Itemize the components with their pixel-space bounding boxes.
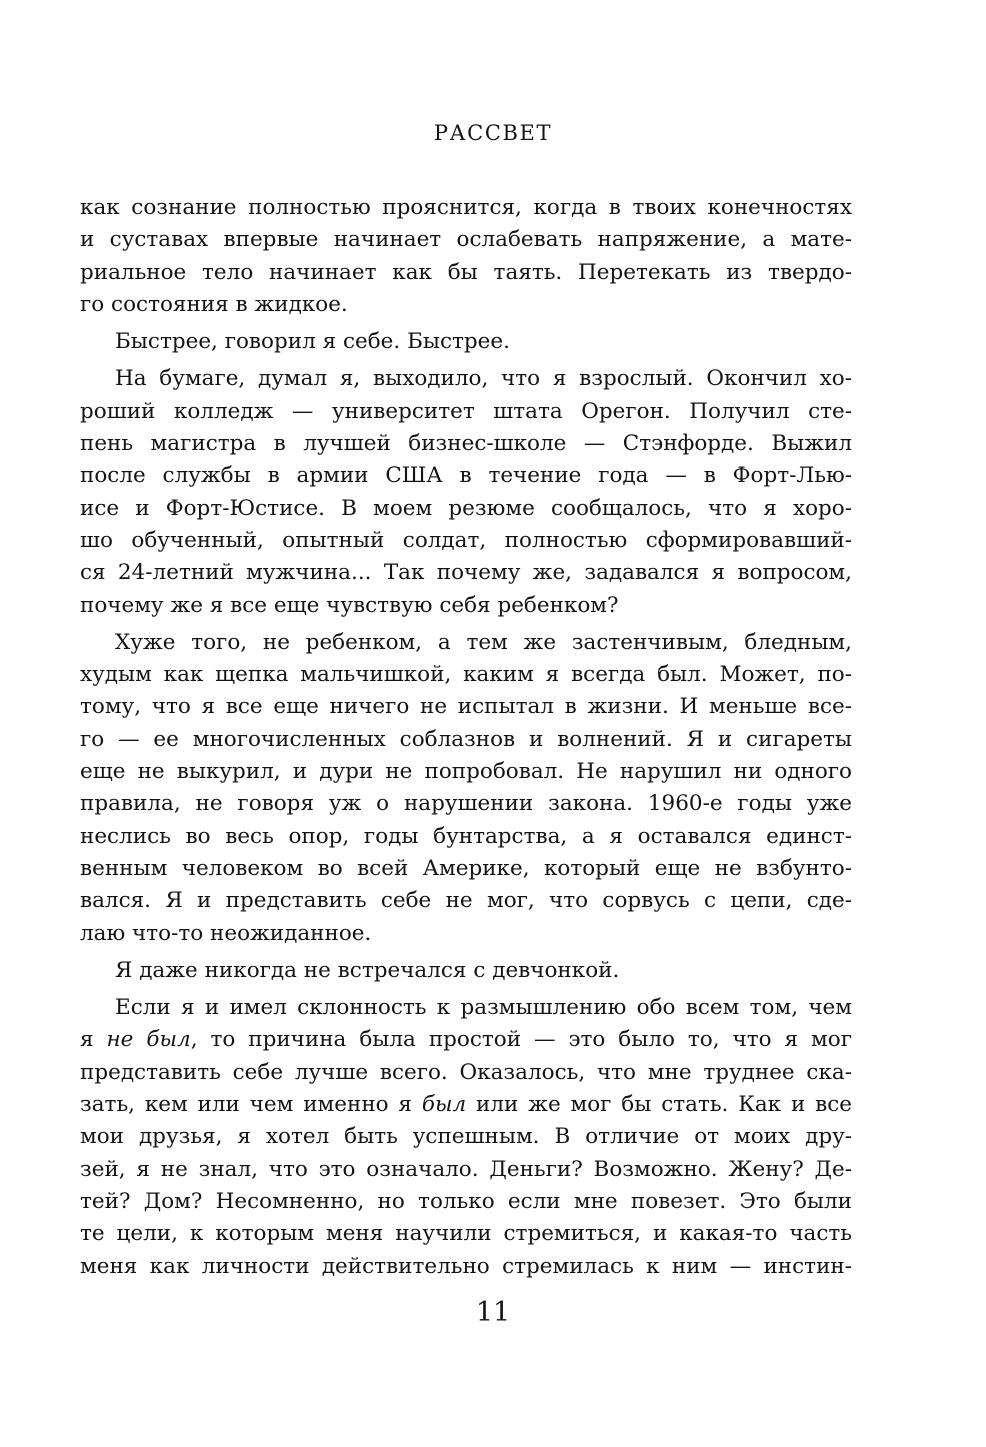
- text-line: мои друзья, я хотел быть успешным. В отличие от моих дру-: [80, 1124, 852, 1150]
- text-line: неслись во весь опор, годы бунтарства, а я оставался единст-: [80, 823, 852, 849]
- text-line: го — ее многочисленных соблазнов и волнений. Я и сигареты: [80, 726, 852, 752]
- text-line: и суставах впервые начинает ослабевать напряжение, а мате-: [80, 227, 852, 253]
- text-line: зать, кем или чем именно я был или же мог бы стать. Как и все: [80, 1092, 852, 1118]
- text-line: Если я и имел склонность к размышлению обо всем том, чем: [115, 995, 852, 1021]
- text-line: го состояния в жидкое.: [80, 291, 348, 317]
- text-line: тому, что я все еще ничего не испытал в жизни. И меньше все-: [80, 694, 852, 720]
- emphasis: был: [421, 1092, 467, 1118]
- text-line: зей, я не знал, что это означало. Деньги? Возможно. Жену? Де-: [80, 1156, 852, 1182]
- text-line: еще не выкурил, и дури не попробовал. Не нарушил ни одного: [80, 759, 852, 785]
- text-line: как сознание полностью прояснится, когда в твоих конечностях: [80, 195, 852, 220]
- text-line: после службы в армии США в течение года — в Форт-Лью-: [80, 463, 852, 489]
- text-line: пень магистра в лучшей бизнес-школе — Стэнфорде. Выжил: [80, 431, 852, 457]
- text-line: лаю что-то неожиданное.: [80, 920, 372, 946]
- text-line: правила, не говоря уж о нарушении закона. 1960-е годы уже: [80, 791, 852, 817]
- text-line: исе и Форт-Юстисе. В моем резюме сообщалось, что я хоро-: [80, 495, 852, 521]
- text-line: роший колледж — университет штата Орегон. Получил сте-: [80, 398, 852, 424]
- text-line: тей? Дом? Несомненно, но только если мне повезет. Это были: [80, 1188, 852, 1214]
- text-line: Я даже никогда не встречался с девчонкой.: [115, 957, 620, 983]
- text-line: ся 24-летний мужчина... Так почему же, задавался я вопросом,: [80, 560, 852, 586]
- body-text: [80, 192, 852, 1283]
- text-line: Быстрее, говорил я себе. Быстрее.: [115, 329, 510, 355]
- text-line: риальное тело начинает как бы таять. Перетекать из твердо-: [80, 259, 852, 285]
- running-head-title: РАССВЕТ: [433, 121, 553, 145]
- text-line: представить себе лучше всего. Оказалось, что мне труднее ска-: [80, 1059, 852, 1085]
- text-line: шо обученный, опытный солдат, полностью сформировавший-: [80, 527, 852, 553]
- text-line: почему же я все еще чувствую себя ребенком?: [80, 592, 619, 618]
- text-line: я не был, то причина была простой — это было то, что я мог: [80, 1027, 852, 1053]
- emphasis: не был: [106, 1027, 191, 1053]
- text-line: Хуже того, не ребенком, а тем же застенчивым, бледным,: [115, 629, 852, 655]
- page-number: 11: [475, 1297, 511, 1328]
- text-line: те цели, к которым меня научили стремиться, и какая-то часть: [80, 1221, 852, 1247]
- text-line: вался. Я и представить себе не мог, что сорвусь с цепи, сде-: [80, 888, 852, 914]
- text-line: венным человеком во всей Америке, который еще не взбунто-: [80, 855, 852, 881]
- text-line: На бумаге, думал я, выходило, что я взрослый. Окончил хо-: [115, 366, 852, 392]
- text-line: худым как щепка мальчишкой, каким я всегда был. Может, по-: [80, 662, 852, 688]
- text-line: меня как личности действительно стремилась к ним — инстин-: [80, 1253, 852, 1279]
